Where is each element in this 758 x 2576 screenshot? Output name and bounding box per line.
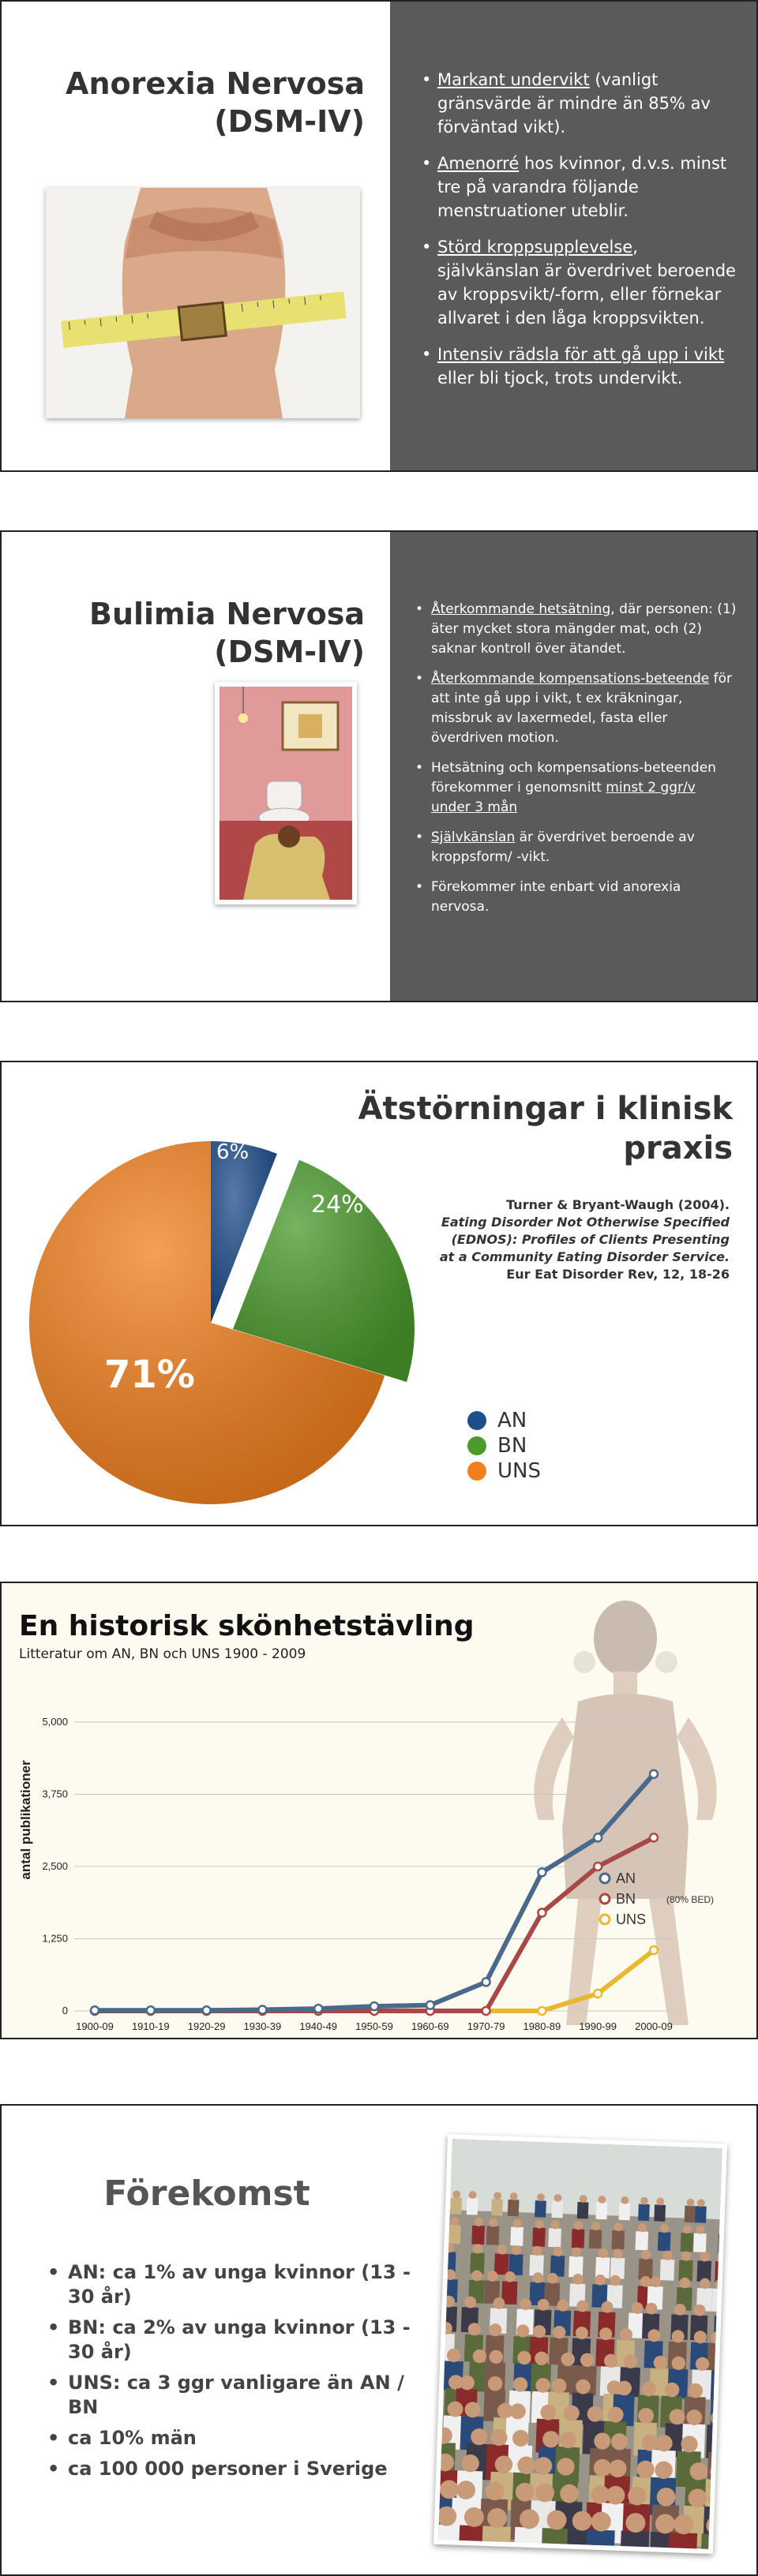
list-item: • Amenorré hos kvinnor, d.v.s. minst tre på varandra följande menstruationer uteblir.	[422, 152, 737, 223]
crowd-body	[494, 2253, 509, 2275]
crowd-illustration	[438, 2139, 722, 2549]
x-tick-label: 1960-69	[411, 2020, 449, 2032]
data-point	[258, 2006, 266, 2014]
crowd-body	[619, 2203, 631, 2220]
crowd-body	[541, 2528, 570, 2549]
slide-title: Anorexia Nervosa (DSM-IV)	[66, 66, 365, 139]
data-point	[650, 1833, 658, 1841]
y-tick-label: 0	[62, 2005, 68, 2016]
crowd-body	[596, 2203, 608, 2219]
crowd-body	[658, 2232, 671, 2251]
crowd-body	[471, 2226, 485, 2245]
list-item: • Hetsätning och kompensations-beteenden förekommer i genomsnitt minst 2 ggr/v under 3 mån	[415, 758, 739, 818]
data-point	[426, 2001, 434, 2009]
crowd-head	[717, 2305, 722, 2317]
list-item: • Självkänslan är överdrivet beroende av kroppsform/ -vikt.	[415, 828, 739, 867]
crowd-body	[508, 2200, 520, 2216]
crowd-body	[612, 2230, 625, 2249]
list-item: • BN: ca 2% av unga kvinnor (13 - 30 år)	[47, 2316, 411, 2364]
legend-label: BN	[616, 1891, 636, 1907]
data-point	[91, 2006, 99, 2014]
x-tick-label: 1970-79	[467, 2020, 505, 2032]
data-point	[538, 1868, 546, 1876]
legend-swatch	[467, 1411, 486, 1430]
y-tick-label: 2,500	[42, 1860, 68, 1872]
crowd-body	[482, 2526, 511, 2549]
x-tick-label: 1900-09	[76, 2020, 114, 2032]
crowd-body	[577, 2202, 589, 2218]
list-item: • Förekommer inte enbart vid anorexia nervosa.	[415, 878, 739, 917]
crowd-body	[438, 2524, 460, 2549]
pie-data-label: 71%	[104, 1353, 195, 1397]
bullet-panel	[390, 532, 756, 1001]
data-point	[538, 1909, 546, 1917]
legend-marker	[600, 1915, 610, 1924]
crowd-head	[715, 2357, 722, 2372]
data-point	[147, 2006, 155, 2014]
bathroom-illustration	[215, 682, 357, 904]
x-tick-label: 1930-39	[243, 2020, 282, 2032]
data-point	[538, 2007, 546, 2015]
x-tick-label: 1940-49	[299, 2020, 338, 2032]
crowd-body	[654, 2204, 666, 2221]
y-tick-label: 5,000	[42, 1716, 68, 1728]
legend-marker	[600, 1874, 610, 1883]
crowd-body	[491, 2199, 503, 2215]
crowd-body	[510, 2227, 523, 2246]
x-tick-label: 1920-29	[187, 2020, 226, 2032]
crowd-photo	[433, 2134, 727, 2554]
crowd-body	[668, 2533, 697, 2549]
torso-illustration	[46, 188, 360, 418]
legend-swatch	[467, 1462, 486, 1481]
crowd-body	[693, 2233, 707, 2252]
legend-label: UNS	[616, 1911, 647, 1927]
data-point	[482, 2007, 490, 2015]
pie-data-label: 6%	[216, 1140, 250, 1164]
crowd-body	[681, 2233, 694, 2252]
bullet-panel	[390, 2, 756, 470]
data-point	[594, 1833, 602, 1841]
legend-marker	[600, 1894, 610, 1904]
crowd-head	[712, 2436, 722, 2454]
pie-data-label: 24%	[311, 1191, 364, 1219]
crowd-body	[585, 2529, 614, 2549]
x-tick-label: 2000-09	[635, 2020, 673, 2032]
slide-bulimia	[0, 530, 758, 1002]
crowd-body	[695, 2206, 707, 2222]
data-point	[650, 1946, 658, 1954]
crowd-body	[572, 2229, 585, 2248]
data-point	[594, 1990, 602, 1998]
list-item: • ca 100 000 personer i Sverige	[47, 2457, 411, 2481]
crowd-body	[685, 2206, 696, 2222]
x-tick-label: 1950-59	[355, 2020, 393, 2032]
crowd-body	[636, 2231, 649, 2250]
crowd-head	[708, 2489, 722, 2508]
bathroom-drawing	[220, 687, 352, 900]
crowd-body	[589, 2230, 602, 2248]
legend-label: AN	[616, 1870, 636, 1886]
crowd-head	[715, 2384, 722, 2399]
crowd-body	[715, 2261, 722, 2282]
list-item: • Återkommande hetsätning, där personen: (1) äter mycket stora mängder mat, och (2) saknar kontroll över ätandet.	[415, 600, 739, 659]
list-item: • Återkommande kompensations-beteende för att inte gå upp i vikt, t ex kräkningar, missbruk av laxermedel, fasta eller överdriven motion.	[415, 669, 739, 748]
slide-historical-contest	[0, 1582, 758, 2039]
crowd-body	[450, 2197, 462, 2214]
crowd-body	[535, 2200, 546, 2217]
pie-legend	[467, 1408, 541, 1484]
data-point	[650, 1770, 658, 1778]
x-tick-label: 1980-89	[523, 2020, 561, 2032]
torso-measuring-tape-photo	[46, 188, 360, 418]
slide-title: En historisk skönhetstävling	[19, 1610, 475, 1642]
crowd-body	[707, 2343, 722, 2371]
slide-title: Ätstörningar i klinisk praxis	[358, 1091, 733, 1166]
crowd-head	[710, 2463, 722, 2481]
crowd-body	[532, 2228, 546, 2247]
legend-note: (80% BED)	[666, 1894, 715, 1905]
legend-swatch	[467, 1436, 486, 1455]
bulimia-criteria-list	[415, 600, 739, 927]
slide-subtitle: Litteratur om AN, BN och UNS 1900 - 2009	[19, 1646, 306, 1662]
data-point	[314, 2005, 322, 2012]
crowd-body	[711, 2289, 722, 2312]
list-item: • ca 10% män	[47, 2426, 411, 2451]
list-item: • Intensiv rädsla för att gå upp i vikt eller bli tjock, trots undervikt.	[422, 343, 737, 390]
crowd-body	[638, 2204, 650, 2221]
legend-item-bn: BN	[467, 1433, 541, 1458]
series-line-bn	[95, 1837, 654, 2011]
slide-prevalence	[0, 2104, 758, 2576]
slide-title: Förekomst	[103, 2174, 310, 2214]
list-item: • AN: ca 1% av unga kvinnor (13 - 30 år)	[47, 2260, 411, 2309]
slide-clinical-practice	[0, 1061, 758, 1526]
x-tick-label: 1990-99	[579, 2020, 617, 2032]
y-tick-label: 3,750	[42, 1788, 68, 1800]
anorexia-criteria-list	[422, 68, 737, 402]
crowd-body	[711, 2370, 722, 2400]
crowd-body	[552, 2201, 564, 2218]
slide-anorexia	[0, 0, 758, 472]
citation: Turner & Bryant-Waugh (2004). Eating Disorder Not Otherwise Specified (EDNOS): Profiles of Clients Presenting at a Community Eating Disorder Service. Eur Eat Disorder Rev, 12, 18-26	[439, 1197, 730, 1282]
crowd-body	[467, 2198, 478, 2215]
x-tick-label: 1910-19	[131, 2020, 170, 2032]
data-point	[203, 2006, 211, 2014]
crowd-body	[700, 2533, 722, 2549]
crowd-body	[513, 2527, 542, 2549]
slide-title: Bulimia Nervosa (DSM-IV)	[88, 597, 365, 669]
crowd-body	[548, 2228, 561, 2247]
crowd-body	[486, 2226, 500, 2245]
list-item: • Markant undervikt (vanligt gränsvärde är mindre än 85% av förväntad vikt).	[422, 68, 737, 139]
crowd-body	[448, 2225, 461, 2244]
data-point	[594, 1863, 602, 1870]
crowd-body	[620, 2531, 649, 2549]
y-tick-label: 1,250	[42, 1932, 68, 1945]
data-point	[370, 2002, 378, 2010]
data-point	[482, 1978, 490, 1986]
legend-item-uns: UNS	[467, 1458, 541, 1484]
crowd-head	[721, 2226, 722, 2235]
prevalence-list	[47, 2260, 411, 2488]
legend-item-an: AN	[467, 1408, 541, 1433]
list-item: • Störd kroppsupplevelse, självkänslan är överdrivet beroende av kroppsvikt/-form, eller förnekar allvaret i den låga kroppsvikten.	[422, 235, 737, 330]
list-item: • UNS: ca 3 ggr vanligare än AN / BN	[47, 2371, 411, 2420]
y-axis-label: antal publikationer	[18, 1760, 33, 1880]
crowd-body	[660, 2260, 675, 2281]
crowd-body	[718, 2234, 722, 2253]
